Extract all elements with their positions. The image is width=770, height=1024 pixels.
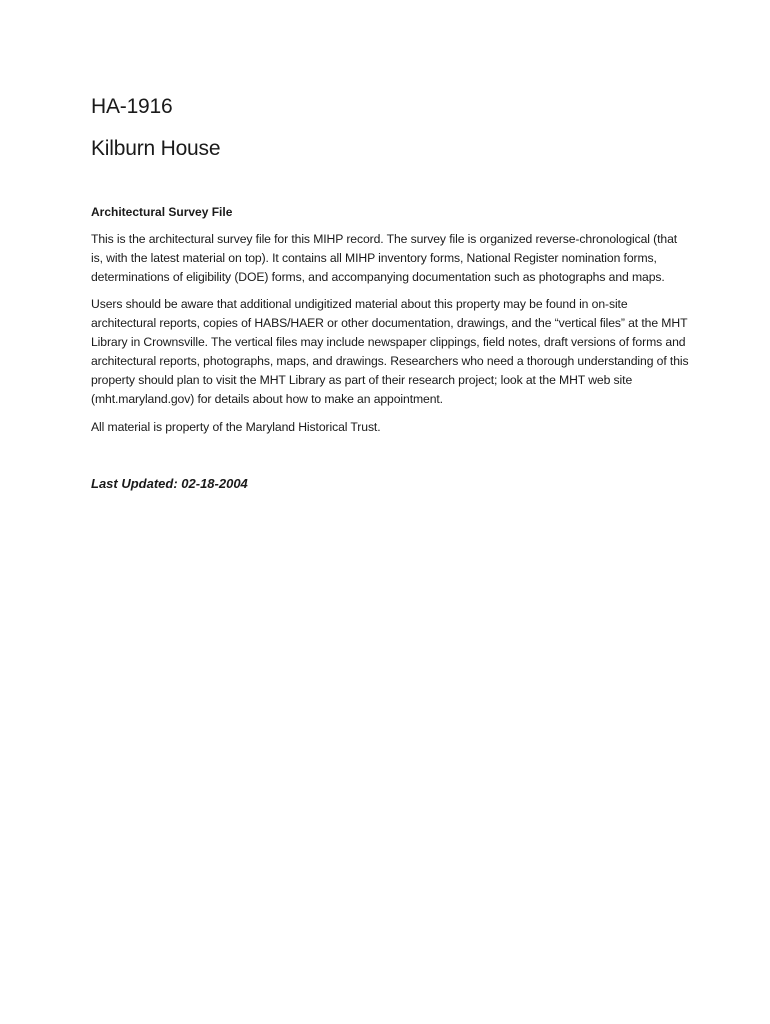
- document-page: [91, 92, 691, 493]
- record-id-heading: HA-1916: [91, 95, 173, 118]
- property-notice-paragraph: All material is property of the Maryland Historical Trust.: [91, 420, 381, 434]
- record-name-heading: Kilburn House: [91, 137, 221, 160]
- intro-paragraph: This is the architectural survey file for this MIHP record. The survey file is organized reverse-chronological (that is, with the latest material on top). It contains all MIHP inventory forms, National Register nomination forms, determinations of eligibility (DOE) forms, and accompanying documentation such as photographs and maps.: [91, 232, 678, 284]
- additional-material-paragraph: Users should be aware that additional undigitized material about this property may be found in on-site architectural reports, copies of HABS/HAER or other documentation, drawings, and the “vertical files” at the MHT Library in Crownsville. The vertical files may include newspaper clippings, field notes, draft versions of forms and architectural reports, photographs, maps, and drawings. Researchers who need a thorough understanding of this property should plan to visit the MHT Library as part of their research project; look at the MHT web site (mht.maryland.gov) for details about how to make an appointment.: [91, 297, 689, 406]
- section-heading: Architectural Survey File: [91, 205, 233, 219]
- last-updated-date: Last Updated: 02-18-2004: [91, 476, 248, 491]
